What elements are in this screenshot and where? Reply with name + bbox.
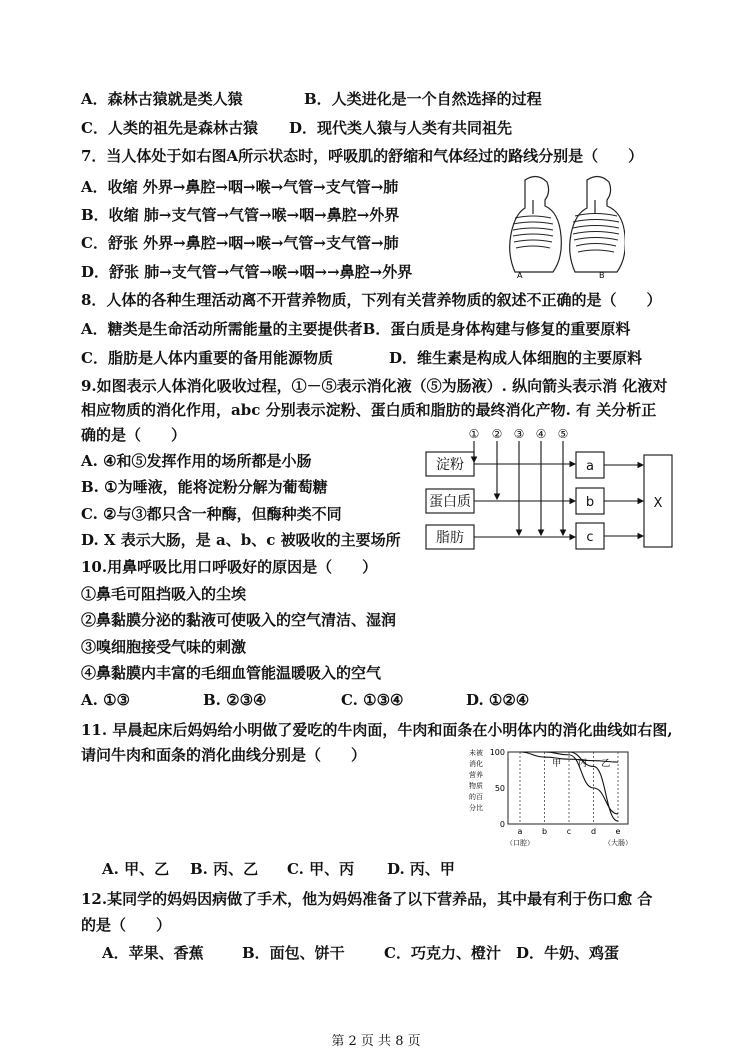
q12-stem-1: 12.某同学的妈妈因病做了手术，他为妈妈准备了以下营养品，其中最有利于伤口愈 合 [81, 890, 653, 908]
q8-option-c: C．脂肪是人体内重要的备用能源物质 [81, 349, 333, 367]
q9-stem-1: 9.如图表示人体消化吸收过程，①－⑤表示消化液（⑤为肠液）. 纵向箭头表示消 化液对 [81, 377, 668, 395]
q9-option-c: C. ②与③都只含一种酶，但酶种类不同 [81, 505, 342, 523]
q10-option-d: D. ①②④ [466, 691, 530, 709]
page-footer: 第 2 页 共 8 页 [331, 1034, 421, 1049]
x-tick-label: c [566, 827, 572, 836]
q9-option-a: A. ④和⑤发挥作用的场所都是小肠 [81, 452, 312, 470]
series-label: 乙 [601, 759, 611, 769]
torso-b-outline [570, 176, 625, 272]
q11-option-a: A. 甲、乙 [102, 860, 170, 878]
q11-option-d: D. 丙、甲 [387, 860, 455, 878]
juice-2: ② [491, 427, 503, 441]
x-tick-label: e [615, 827, 621, 836]
ribs-a [513, 216, 553, 248]
label-fat: 脂肪 [436, 530, 464, 546]
y-label-6: 分比 [469, 804, 483, 812]
y-tick-label: 100 [489, 748, 505, 757]
label-protein: 蛋白质 [429, 494, 471, 510]
q10-option-c: C. ①③④ [341, 691, 404, 709]
juice-1: ① [468, 427, 480, 441]
q12-option-d: D．牛奶、鸡蛋 [516, 944, 620, 962]
q9-stem-2: 相应物质的消化作用，abc 分别表示淀粉、蛋白质和脂肪的最终消化产物. 有 关分析正 [81, 401, 657, 419]
q10-stem: 10.用鼻呼吸比用口呼吸好的原因是（ ） [81, 558, 378, 576]
y-label-5: 的百 [469, 793, 483, 801]
label-a: a [586, 459, 594, 474]
q10-option-b: B. ②③④ [203, 691, 267, 709]
label-x: X [653, 496, 663, 511]
q7-option-c: C．舒张 外界→鼻腔→咽→喉→气管→支气管→肺 [81, 234, 399, 252]
x-tick-label: a [517, 827, 523, 836]
q10-option-a: A. ①③ [81, 691, 130, 709]
q7-stem: 7．当人体处于如右图A所示状态时，呼吸肌的舒缩和气体经过的路线分别是（ ） [81, 147, 644, 165]
label-starch: 淀粉 [436, 457, 464, 473]
q12-option-c: C．巧克力、橙汁 [384, 944, 501, 962]
x-tick-label: d [590, 827, 597, 836]
q10-item-4: ④鼻黏膜内丰富的毛细血管能温暖吸入的空气 [81, 664, 382, 682]
figure-label-a: A [517, 271, 523, 280]
q12-stem-2: 的是（ ） [81, 916, 172, 934]
y-tick-label: 50 [494, 784, 505, 793]
digestion-diagram [420, 421, 676, 553]
figure-label-b: B [599, 271, 605, 280]
q10-item-1: ①鼻毛可阻挡吸入的尘埃 [81, 585, 247, 603]
q7-option-a: A．收缩 外界→鼻腔→咽→喉→气管→支气管→肺 [81, 178, 399, 196]
label-c: c [586, 530, 594, 545]
q10-item-3: ③嗅细胞接受气味的刺激 [81, 638, 247, 656]
q6-option-a: A．森林古猿就是类人猿 [81, 90, 243, 108]
q9-option-b: B. ①为唾液，能将淀粉分解为葡萄糖 [81, 478, 328, 496]
q8-option-d: D．维生素是构成人体细胞的主要原料 [389, 349, 643, 367]
y-label-4: 物质 [469, 782, 483, 790]
y-tick-label: 0 [499, 820, 505, 829]
q12-option-a: A．苹果、香蕉 [102, 944, 204, 962]
y-label-2: 消化 [469, 760, 483, 768]
ribs-b [573, 214, 619, 253]
y-label-1: 未被 [469, 749, 483, 757]
series-label: 丙 [577, 759, 587, 769]
x-tick-note: （大肠） [604, 839, 632, 847]
juice-3: ③ [513, 427, 525, 441]
q6-option-c: C．人类的祖先是森林古猿 [81, 119, 258, 137]
juice-4: ④ [535, 427, 547, 441]
q9-stem-3: 确的是（ ） [81, 426, 187, 444]
q7-option-d: D．舒张 肺→支气管→气管→喉→咽→→鼻腔→外界 [81, 263, 413, 281]
q12-option-b: B．面包、饼干 [242, 944, 345, 962]
label-b: b [585, 495, 595, 510]
q8-option-ab: A．糖类是生命活动所需能量的主要提供者B．蛋白质是身体构建与修复的重要原料 [81, 320, 631, 338]
q11-stem-1: 11. 早晨起床后妈妈给小明做了爱吃的牛肉面，牛肉和面条在小明体内的消化曲线如右图, [81, 721, 673, 739]
digestion-curve-chart [456, 740, 636, 852]
q11-stem-2: 请问牛肉和面条的消化曲线分别是（ ） [81, 746, 367, 764]
x-tick-note: （口腔） [506, 839, 534, 847]
q11-option-b: B. 丙、乙 [190, 860, 259, 878]
q7-option-b: B．收缩 肺→支气管→气管→喉→咽→鼻腔→外界 [81, 206, 400, 224]
q6-option-d: D．现代类人猿与人类有共同祖先 [289, 119, 513, 137]
torso-a-outline [510, 176, 562, 272]
breathing-figure [495, 172, 625, 282]
q8-stem: 8．人体的各种生理活动离不开营养物质，下列有关营养物质的叙述不正确的是（ ） [81, 291, 662, 309]
series-label: 甲 [552, 759, 562, 769]
q11-option-c: C. 甲、丙 [287, 860, 355, 878]
y-label-3: 营养 [469, 771, 483, 779]
q10-item-2: ②鼻黏膜分泌的黏液可使吸入的空气清洁、湿润 [81, 611, 397, 629]
q9-option-d: D. X 表示大肠，是 a、b、c 被吸收的主要场所 [81, 531, 401, 549]
x-tick-label: b [541, 827, 548, 836]
q6-option-b: B．人类进化是一个自然选择的过程 [304, 90, 542, 108]
juice-5: ⑤ [557, 427, 569, 441]
